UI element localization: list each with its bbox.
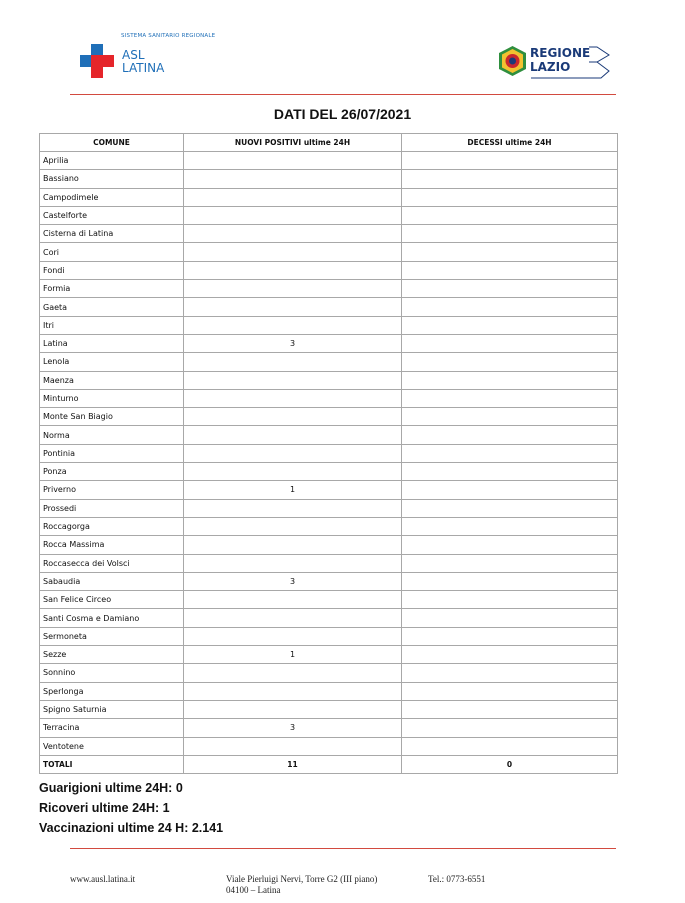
lazio-name-line2: LAZIO <box>530 60 571 74</box>
cell-comune: Cisterna di Latina <box>40 225 184 243</box>
table-row <box>40 152 618 170</box>
table-row <box>40 408 618 426</box>
cell-nuovi-positivi <box>184 389 402 407</box>
cell-nuovi-positivi <box>184 591 402 609</box>
cell-nuovi-positivi <box>184 664 402 682</box>
cell-nuovi-positivi <box>184 627 402 645</box>
cell-comune: Monte San Biagio <box>40 408 184 426</box>
cell-comune: Prossedi <box>40 499 184 517</box>
table-row <box>40 298 618 316</box>
cell-decessi <box>402 408 618 426</box>
table-row <box>40 389 618 407</box>
cell-comune: Sezze <box>40 646 184 664</box>
cell-decessi <box>402 371 618 389</box>
cell-comune: Santi Cosma e Damiano <box>40 609 184 627</box>
cell-decessi <box>402 444 618 462</box>
asl-cross-icon <box>80 44 114 78</box>
totals-label: TOTALI <box>40 755 184 773</box>
cell-decessi <box>402 646 618 664</box>
cell-nuovi-positivi <box>184 408 402 426</box>
cell-decessi <box>402 225 618 243</box>
page-title: DATI DEL 26/07/2021 <box>273 106 412 122</box>
cell-nuovi-positivi <box>184 371 402 389</box>
table-row <box>40 243 618 261</box>
cell-comune: Itri <box>40 316 184 334</box>
cell-comune: Castelforte <box>40 206 184 224</box>
table-header-row <box>40 134 618 152</box>
cell-nuovi-positivi <box>184 280 402 298</box>
cell-nuovi-positivi <box>184 316 402 334</box>
footer-address <box>226 874 377 896</box>
cell-comune: Cori <box>40 243 184 261</box>
table-row <box>40 353 618 371</box>
cell-comune: Ponza <box>40 463 184 481</box>
asl-name-line2: LATINA <box>122 61 165 75</box>
cell-decessi <box>402 627 618 645</box>
cell-nuovi-positivi <box>184 243 402 261</box>
cell-decessi <box>402 517 618 535</box>
table-row <box>40 664 618 682</box>
header-comune: COMUNE <box>40 134 184 152</box>
table-row <box>40 444 618 462</box>
cell-nuovi-positivi <box>184 700 402 718</box>
footer-phone: Tel.: 0773-6551 <box>428 874 486 884</box>
table-row <box>40 188 618 206</box>
table-row <box>40 463 618 481</box>
cell-decessi <box>402 334 618 352</box>
cell-comune: Rocca Massima <box>40 536 184 554</box>
cell-decessi <box>402 481 618 499</box>
asl-name-line1: ASL <box>122 48 145 62</box>
cell-nuovi-positivi <box>184 499 402 517</box>
cell-decessi <box>402 499 618 517</box>
cell-decessi <box>402 152 618 170</box>
table-row <box>40 627 618 645</box>
cell-decessi <box>402 463 618 481</box>
summary-vaccinazioni: Vaccinazioni ultime 24 H: 2.141 <box>39 821 224 835</box>
lazio-name-line1: REGIONE <box>530 46 591 60</box>
cell-comune: Aprilia <box>40 152 184 170</box>
cell-decessi <box>402 389 618 407</box>
cell-nuovi-positivi: 1 <box>184 481 402 499</box>
table-row <box>40 737 618 755</box>
cell-comune: Bassiano <box>40 170 184 188</box>
summary-ricoveri: Ricoveri ultime 24H: 1 <box>39 801 170 815</box>
cell-comune: Maenza <box>40 371 184 389</box>
cell-nuovi-positivi <box>184 225 402 243</box>
cell-decessi <box>402 719 618 737</box>
cell-comune: Minturno <box>40 389 184 407</box>
cell-decessi <box>402 243 618 261</box>
cell-comune: Ventotene <box>40 737 184 755</box>
cell-decessi <box>402 572 618 590</box>
totals-nuovi-positivi: 11 <box>184 755 402 773</box>
cell-comune: Sabaudia <box>40 572 184 590</box>
cell-nuovi-positivi <box>184 298 402 316</box>
table-row <box>40 572 618 590</box>
cell-comune: Terracina <box>40 719 184 737</box>
asl-sistema-label: SISTEMA SANITARIO REGIONALE <box>121 33 216 39</box>
footer-divider <box>70 848 616 849</box>
cell-comune: San Felice Circeo <box>40 591 184 609</box>
regione-lazio-logo <box>497 43 613 81</box>
footer-website[interactable]: www.ausl.latina.it <box>70 874 136 884</box>
cell-decessi <box>402 188 618 206</box>
header-decessi: DECESSI ultime 24H <box>402 134 618 152</box>
table-row <box>40 554 618 572</box>
cell-decessi <box>402 206 618 224</box>
cell-decessi <box>402 298 618 316</box>
cell-comune: Sperlonga <box>40 682 184 700</box>
summary-guarigioni: Guarigioni ultime 24H: 0 <box>39 781 183 795</box>
cell-decessi <box>402 426 618 444</box>
cell-decessi <box>402 536 618 554</box>
header-nuovi-positivi: NUOVI POSITIVI ultime 24H <box>184 134 402 152</box>
table-body <box>40 152 618 774</box>
cell-nuovi-positivi <box>184 682 402 700</box>
cell-nuovi-positivi <box>184 206 402 224</box>
table-row <box>40 334 618 352</box>
cell-nuovi-positivi <box>184 517 402 535</box>
cell-nuovi-positivi <box>184 353 402 371</box>
table-row <box>40 700 618 718</box>
cell-decessi <box>402 609 618 627</box>
table-row <box>40 682 618 700</box>
table-row <box>40 261 618 279</box>
header-divider <box>70 94 616 95</box>
cell-comune: Spigno Saturnia <box>40 700 184 718</box>
table-row <box>40 719 618 737</box>
cell-decessi <box>402 554 618 572</box>
table-row <box>40 517 618 535</box>
cell-comune: Fondi <box>40 261 184 279</box>
cell-nuovi-positivi <box>184 609 402 627</box>
table-row <box>40 371 618 389</box>
table-row <box>40 591 618 609</box>
cell-nuovi-positivi <box>184 261 402 279</box>
cell-nuovi-positivi <box>184 737 402 755</box>
cell-nuovi-positivi <box>184 426 402 444</box>
cell-comune: Roccasecca dei Volsci <box>40 554 184 572</box>
cell-nuovi-positivi: 3 <box>184 334 402 352</box>
cell-decessi <box>402 316 618 334</box>
cell-comune: Sermoneta <box>40 627 184 645</box>
cell-nuovi-positivi <box>184 554 402 572</box>
cell-comune: Norma <box>40 426 184 444</box>
cell-nuovi-positivi <box>184 152 402 170</box>
cell-comune: Formia <box>40 280 184 298</box>
cell-nuovi-positivi <box>184 170 402 188</box>
cell-comune: Gaeta <box>40 298 184 316</box>
cell-decessi <box>402 591 618 609</box>
table-row <box>40 170 618 188</box>
cell-decessi <box>402 682 618 700</box>
table-row <box>40 206 618 224</box>
table-row <box>40 646 618 664</box>
table-row <box>40 609 618 627</box>
footer-address-line2: 04100 – Latina <box>226 885 281 895</box>
lazio-decoration-lines <box>531 45 611 79</box>
cell-comune: Priverno <box>40 481 184 499</box>
cell-decessi <box>402 700 618 718</box>
cell-decessi <box>402 353 618 371</box>
cell-comune: Campodimele <box>40 188 184 206</box>
table-row <box>40 481 618 499</box>
cell-comune: Latina <box>40 334 184 352</box>
cell-decessi <box>402 737 618 755</box>
cell-nuovi-positivi <box>184 536 402 554</box>
totals-row <box>40 755 618 773</box>
cell-comune: Lenola <box>40 353 184 371</box>
cell-comune: Sonnino <box>40 664 184 682</box>
cell-comune: Roccagorga <box>40 517 184 535</box>
cell-nuovi-positivi <box>184 444 402 462</box>
asl-name <box>122 49 164 75</box>
cell-decessi <box>402 664 618 682</box>
table-row <box>40 426 618 444</box>
table-row <box>40 316 618 334</box>
cell-decessi <box>402 170 618 188</box>
lazio-emblem-icon <box>499 46 526 76</box>
cell-decessi <box>402 280 618 298</box>
cell-nuovi-positivi: 1 <box>184 646 402 664</box>
cell-nuovi-positivi <box>184 188 402 206</box>
table-row <box>40 499 618 517</box>
cell-nuovi-positivi: 3 <box>184 719 402 737</box>
footer-address-line1: Viale Pierluigi Nervi, Torre G2 (III piano) <box>226 874 378 884</box>
covid-data-table <box>39 133 618 774</box>
table-row <box>40 280 618 298</box>
cell-nuovi-positivi: 3 <box>184 572 402 590</box>
table-row <box>40 536 618 554</box>
cell-decessi <box>402 261 618 279</box>
totals-decessi: 0 <box>402 755 618 773</box>
table-row <box>40 225 618 243</box>
cell-comune: Pontinia <box>40 444 184 462</box>
cell-nuovi-positivi <box>184 463 402 481</box>
